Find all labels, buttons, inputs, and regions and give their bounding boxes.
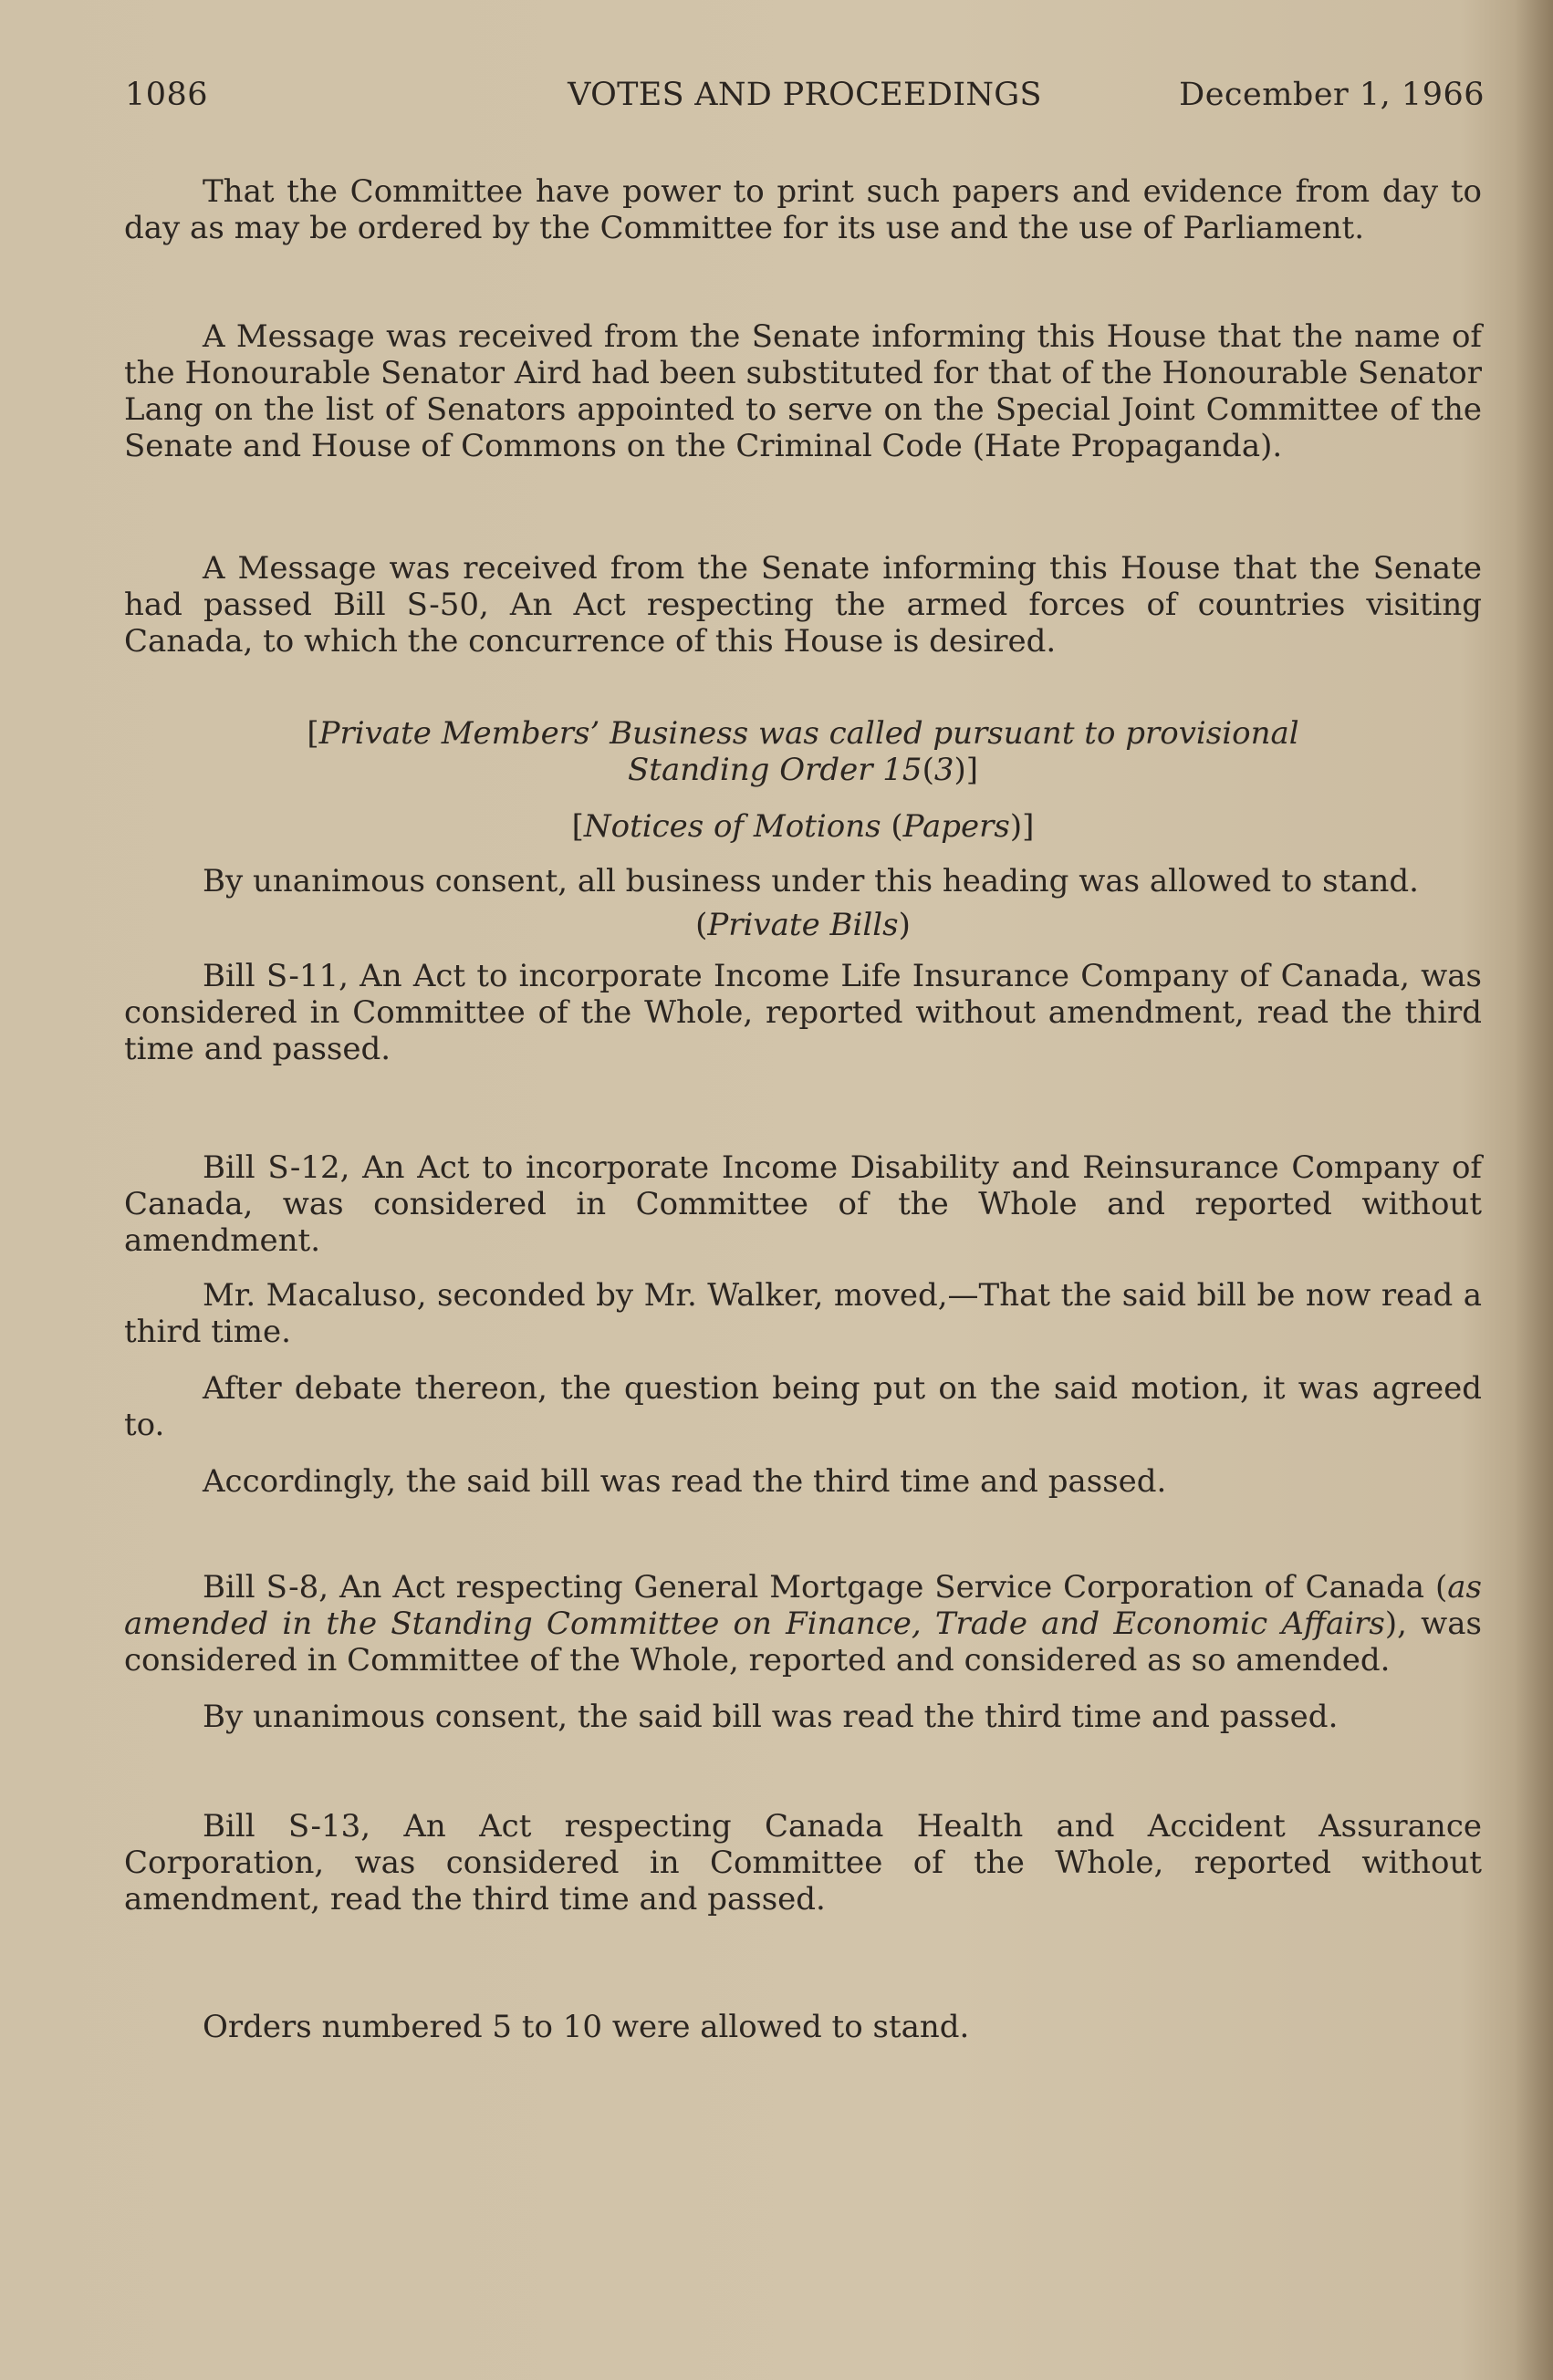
- debate-paragraph: After debate thereon, the question being put on the said motion, it was agreed to.: [124, 1370, 1482, 1443]
- private-members-line2: Standing Order 15: [627, 752, 922, 788]
- macaluso-motion-paragraph: Mr. Macaluso, seconded by Mr. Walker, moved,—That the said bill be now read a third time.: [124, 1277, 1482, 1350]
- page-header: [125, 77, 1485, 122]
- private-bills-label: Private Bills: [707, 907, 899, 943]
- private-members-line1: Private Members’ Business was called pursuant to provisional: [318, 715, 1299, 752]
- orders-stand-paragraph: Orders numbered 5 to 10 were allowed to stand.: [203, 2009, 970, 2045]
- bill-s8-paragraph: [124, 1569, 1482, 1678]
- bill-s8-text-start: Bill S-8, An Act respecting General Mortgage Service Corporation of Canada (: [203, 1569, 1448, 1606]
- header-date: December 1, 1966: [1179, 77, 1485, 113]
- private-bills-heading: (Private Bills): [695, 907, 911, 943]
- notices-stand-paragraph: By unanimous consent, all business under this heading was allowed to stand.: [203, 863, 1419, 899]
- standing-order-number: 3: [933, 752, 954, 788]
- page-body: [124, 173, 1482, 2045]
- bill-s8-amendment-note: as amended in the Standing Committee on Finance, Trade and Economic Affairs: [124, 1569, 1482, 1642]
- bill-s13-paragraph: Bill S-13, An Act respecting Canada Health and Accident Assurance Corporation, was considered in Committee of the Whole, reported without amendment, read the third time and passed.: [124, 1808, 1482, 1918]
- private-members-business-heading: [Private Members’ Business was called pursuant to provisional Standing Order 15(3)]: [307, 715, 1299, 788]
- third-reading-paragraph: Accordingly, the said bill was read the third time and passed.: [203, 1463, 1167, 1500]
- bill-s8-text-end: ), was considered in Committee of the Whole, reported and considered as so amended.: [124, 1606, 1483, 1678]
- page-number: 1086: [125, 77, 209, 113]
- bill-s8-passed-paragraph: By unanimous consent, the said bill was read the third time and passed.: [203, 1699, 1339, 1735]
- committee-print-paragraph: That the Committee have power to print such papers and evidence from day to day as may be ordered by the Committee for its use and the use of Parliament.: [124, 173, 1482, 246]
- bill-s12-paragraph: Bill S-12, An Act to incorporate Income Disability and Reinsurance Company of Canada, was considered in Committee of the Whole and reported without amendment.: [124, 1149, 1482, 1259]
- senate-message-bill-s50-paragraph: A Message was received from the Senate informing this House that the Senate had passed Bill S-50, An Act respecting the armed forces of countries visiting Canada, to which the concurrence of this House is desired.: [124, 550, 1482, 660]
- notices-of-motions-label: Notices of Motions: [583, 808, 881, 845]
- papers-label: Papers: [902, 808, 1010, 845]
- senate-message-aird-paragraph: A Message was received from the Senate informing this House that the name of the Honourable Senator Aird had been substituted for that of the Honourable Senator Lang on the list of Senators appointed to serve on the Special Joint Committee of the Senate and House of Commons on the Criminal Code (Hate Propaganda).: [124, 318, 1482, 464]
- notices-of-motions-heading: [Notices of Motions (Papers)]: [571, 808, 1035, 845]
- bill-s11-paragraph: Bill S-11, An Act to incorporate Income Life Insurance Company of Canada, was considered in Committee of the Whole, reported without amendment, read the third time and passed.: [124, 958, 1482, 1067]
- running-title: VOTES AND PROCEEDINGS: [568, 77, 1042, 113]
